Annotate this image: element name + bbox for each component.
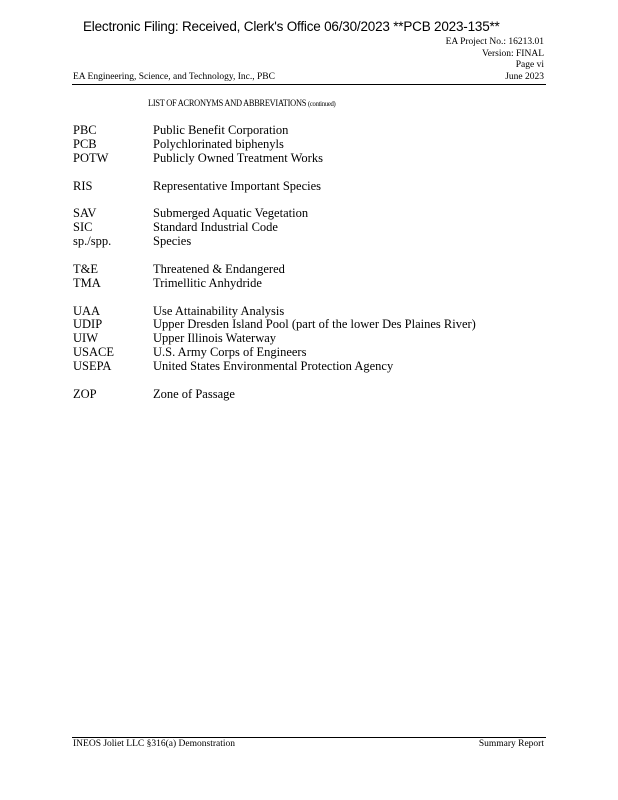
acronym-row — [73, 360, 543, 374]
acronym-row — [73, 235, 543, 249]
acronym-list — [73, 124, 543, 416]
acronym-abbr: POTW — [73, 150, 109, 165]
section-title-continued: (continued) — [307, 99, 336, 108]
acronym-group — [73, 263, 543, 291]
acronym-row — [73, 207, 543, 221]
acronym-definition: Use Attainability Analysis — [153, 303, 285, 318]
acronym-abbr: sp./spp. — [73, 234, 112, 249]
header-divider — [72, 84, 546, 85]
acronym-row — [73, 346, 543, 360]
acronym-abbr: PCB — [73, 136, 97, 151]
version-label: Version: FINAL — [481, 48, 544, 59]
acronym-row — [73, 180, 543, 194]
acronym-definition: Trimellitic Anhydride — [153, 275, 262, 290]
acronym-row — [73, 221, 543, 235]
header-right-block — [446, 37, 544, 83]
acronym-group — [73, 305, 543, 374]
acronym-abbr: USACE — [73, 345, 114, 360]
acronym-abbr: UAA — [73, 303, 101, 318]
acronym-definition: Upper Dresden Island Pool (part of the lower Des Plaines River) — [153, 317, 476, 332]
acronym-definition: Threatened & Endangered — [153, 261, 285, 276]
acronym-group — [73, 180, 543, 194]
filing-stamp: Electronic Filing: Received, Clerk's Office 06/30/2023 **PCB 2023-135** — [83, 19, 500, 34]
project-number: EA Project No.: 16213.01 — [445, 37, 544, 47]
acronym-abbr: ZOP — [73, 386, 97, 401]
acronym-definition: Publicly Owned Treatment Works — [153, 150, 323, 165]
acronym-abbr: PBC — [73, 123, 97, 137]
acronym-row — [73, 305, 543, 319]
acronym-definition: U.S. Army Corps of Engineers — [153, 345, 307, 360]
document-date: June 2023 — [505, 71, 544, 82]
acronym-row — [73, 138, 543, 152]
section-title-text: LIST OF ACRONYMS AND ABBREVIATIONS — [148, 99, 307, 109]
acronym-definition: Upper Illinois Waterway — [153, 331, 277, 346]
acronym-definition: Submerged Aquatic Vegetation — [153, 206, 309, 221]
acronym-definition: United States Environmental Protection Agency — [153, 359, 394, 374]
acronym-row — [73, 332, 543, 346]
footer-document-title: INEOS Joliet LLC §316(a) Demonstration — [73, 739, 236, 749]
acronym-group — [73, 124, 543, 166]
acronym-definition: Public Benefit Corporation — [153, 123, 289, 137]
acronym-row — [73, 277, 543, 291]
acronym-definition: Polychlorinated biphenyls — [153, 136, 284, 151]
company-name: EA Engineering, Science, and Technology, Inc., PBC — [73, 72, 275, 82]
section-title — [148, 99, 335, 109]
footer-divider — [72, 737, 546, 738]
acronym-abbr: TMA — [73, 275, 101, 290]
acronym-abbr: SAV — [73, 206, 97, 221]
acronym-definition: Standard Industrial Code — [153, 220, 278, 235]
acronym-definition: Zone of Passage — [153, 386, 235, 401]
acronym-group — [73, 207, 543, 249]
acronym-definition: Representative Important Species — [153, 178, 321, 193]
acronym-row — [73, 318, 543, 332]
acronym-abbr: RIS — [73, 178, 93, 193]
footer-report-type: Summary Report — [478, 739, 544, 749]
acronym-row — [73, 263, 543, 277]
acronym-abbr: SIC — [73, 220, 93, 235]
acronym-group — [73, 388, 543, 402]
acronym-row — [73, 152, 543, 166]
acronym-row — [73, 124, 543, 138]
acronym-definition: Species — [153, 234, 192, 249]
acronym-abbr: USEPA — [73, 359, 112, 374]
acronym-abbr: UDIP — [73, 317, 103, 332]
acronym-abbr: T&E — [73, 261, 98, 276]
page-number: Page vi — [515, 60, 544, 71]
acronym-row — [73, 388, 543, 402]
acronym-abbr: UIW — [73, 331, 98, 346]
